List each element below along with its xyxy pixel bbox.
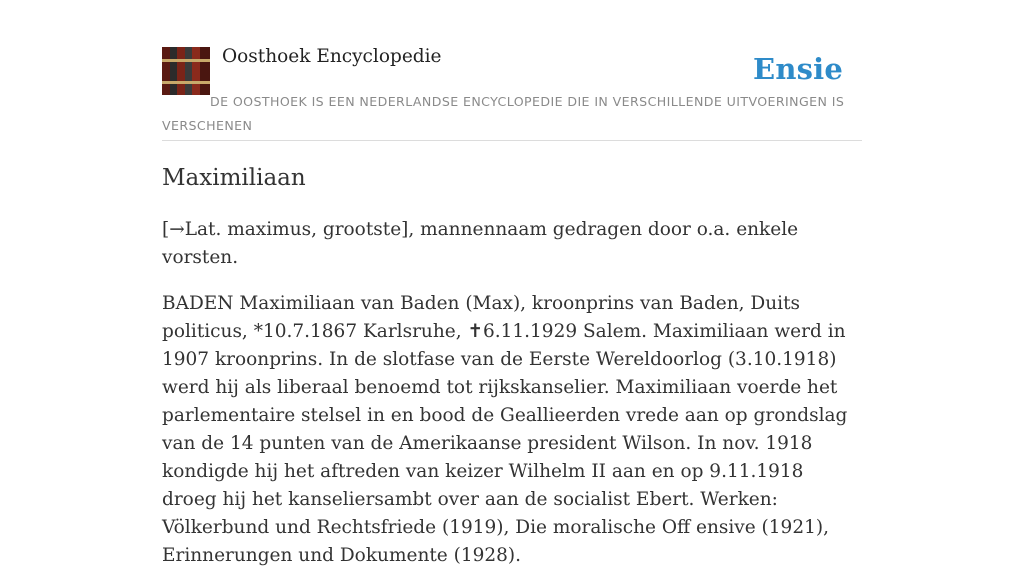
article (162, 162, 862, 570)
site-tagline: DE OOSTHOEK IS EEN NEDERLANDSE ENCYCLOPEDIE DIE IN VERSCHILLENDE UITVOERINGEN IS VERSCHENEN (162, 94, 845, 133)
site-title[interactable]: Oosthoek Encyclopedie (222, 46, 442, 67)
site-header (162, 44, 862, 141)
article-title: Maximiliaan (162, 165, 306, 191)
brand-logo-link[interactable]: Ensie (753, 52, 843, 86)
article-body: BADEN Maximiliaan van Baden (Max), kroonprins van Baden, Duits politicus, *10.7.1867 Karlsruhe, ✝6.11.1929 Salem. Maximiliaan werd in 1907 kroonprins. In de slotfase van de Eerste Wereldoorlog (3.10.1918) werd hij als liberaal benoemd tot rijkskanselier. Maximiliaan voerde het parlementaire stelsel in en bood de Geallieerden vrede aan op grondslag van de 14 punten van de Amerikaanse president Wilson. In nov. 1918 kondigde hij het aftreden van keizer Wilhelm II aan en op 9.11.1918 droeg hij het kanseliersambt over aan de socialist Ebert. Werken: Völkerbund und Rechtsfriede (1919), Die moralische Off ensive (1921), Erinnerungen und Dokumente (1928). (162, 293, 848, 566)
encyclopedia-books-icon[interactable] (162, 47, 210, 95)
article-etymology: [→Lat. maximus, grootste], mannennaam gedragen door o.a. enkele vorsten. (162, 219, 799, 268)
